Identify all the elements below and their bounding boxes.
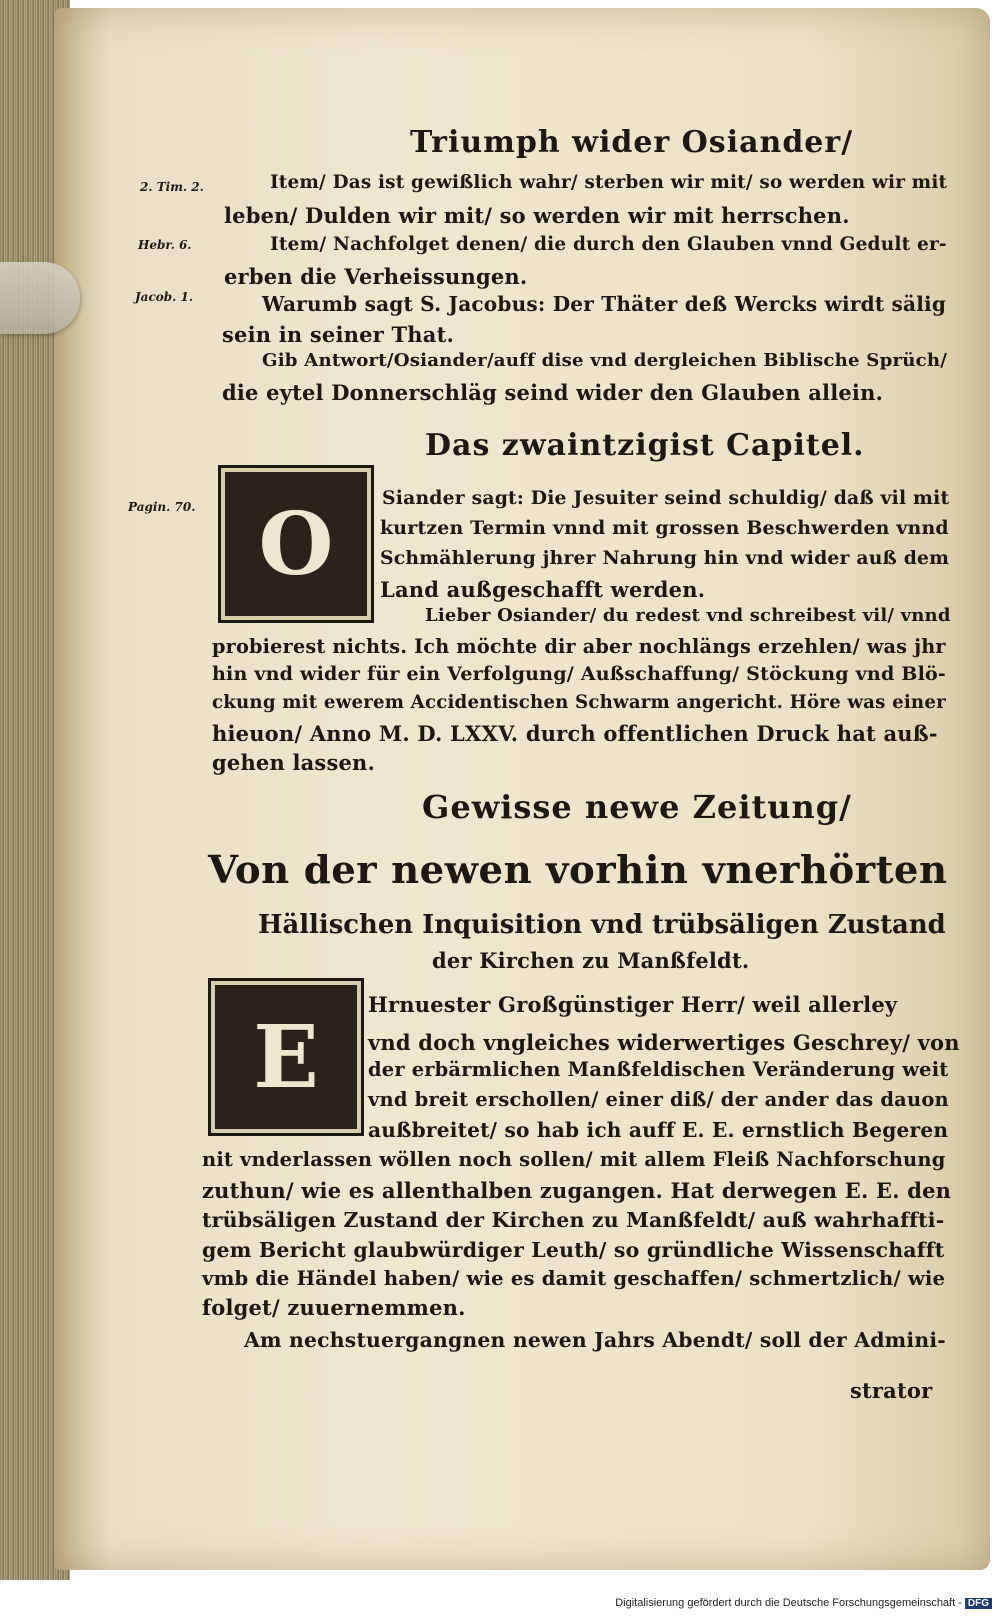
text-line: vnd doch vngleiches widerwertiges Geschrey/ von (368, 1030, 960, 1055)
text-line: ckung mit ewerem Accidentischen Schwarm angericht. Höre was einer (212, 692, 946, 713)
digitization-credit (615, 1597, 992, 1609)
text-line: nit vnderlassen wöllen noch sollen/ mit allem Fleiß Nachforschung (202, 1148, 946, 1171)
text-line: Warumb sagt S. Jacobus: Der Thäter deß Wercks wirdt sälig (262, 292, 947, 316)
margin-note: Hebr. 6. (138, 238, 192, 252)
margin-note: Pagin. 70. (128, 500, 196, 514)
text-line: Am nechstuergangnen newen Jahrs Abendt/ soll der Admini- (244, 1328, 946, 1352)
dfg-logo: DFG (965, 1598, 992, 1609)
text-line: zuthun/ wie es allenthalben zugangen. Hat derwegen E. E. den (202, 1178, 952, 1203)
text-line: trübsäligen Zustand der Kirchen zu Manßfeldt/ auß wahrhaffti- (202, 1208, 945, 1232)
decorated-initial: O (218, 465, 374, 623)
text-line: leben/ Dulden wir mit/ so werden wir mit herrschen. (224, 203, 850, 228)
bookmark-tab (0, 262, 80, 334)
title-line: Hällischen Inquisition vnd trübsäligen Zustand (258, 910, 946, 940)
text-line: hieuon/ Anno M. D. LXXV. durch offentlichen Druck hat auß- (212, 721, 938, 746)
text-line: Hrnuester Großgünstiger Herr/ weil allerley (368, 992, 898, 1017)
text-line: hin vnd wider für ein Verfolgung/ Außschaffung/ Stöckung vnd Blö- (212, 663, 947, 685)
text-line: vmb die Händel haben/ wie es damit geschaffen/ schmertzlich/ wie (202, 1267, 946, 1290)
credit-text: Digitalisierung gefördert durch die Deutsche Forschungsgemeinschaft - (615, 1597, 962, 1609)
text-line: gehen lassen. (212, 750, 376, 775)
text-line: folget/ zuuernemmen. (202, 1295, 466, 1320)
text-line: Land außgeschafft werden. (380, 577, 706, 602)
decorated-initial: E (208, 978, 364, 1136)
text-line: kurtzen Termin vnnd mit grossen Beschwerden vnnd (380, 517, 949, 539)
text-line: Gib Antwort/Osiander/auff dise vnd dergleichen Biblische Sprüch/ (262, 350, 948, 371)
text-line: vnd breit erschollen/ einer diß/ der ander das dauon (368, 1088, 949, 1111)
title-line: der Kirchen zu Manßfeldt. (432, 948, 750, 973)
big-title: Von der newen vorhin vnerhörten (208, 848, 948, 893)
text-line: Siander sagt: Die Jesuiter seind schuldig/ daß vil mit (382, 487, 950, 509)
margin-note: Jacob. 1. (135, 290, 194, 304)
text-line: sein in seiner That. (222, 322, 454, 347)
catchword: strator (850, 1378, 933, 1403)
margin-note: 2. Tim. 2. (140, 180, 204, 194)
text-line: Item/ Das ist gewißlich wahr/ sterben wir mit/ so werden wir mit (270, 172, 948, 193)
text-line: außbreitet/ so hab ich auff E. E. ernstlich Begeren (368, 1118, 949, 1142)
running-head: Triumph wider Osiander/ (410, 125, 854, 160)
text-line: der erbärmlichen Manßfeldischen Veränderung weit (368, 1058, 949, 1081)
text-line: Schmählerung jhrer Nahrung hin vnd wider auß dem (380, 547, 950, 569)
text-line: die eytel Donnerschläg seind wider den Glauben allein. (222, 380, 884, 405)
chapter-title: Das zwaintzigist Capitel. (425, 428, 865, 463)
text-line: Item/ Nachfolget denen/ die durch den Glauben vnnd Gedult er- (270, 234, 947, 255)
text-line: probierest nichts. Ich möchte dir aber nochlängs erzehlen/ was jhr (212, 635, 946, 658)
subtitle: Gewisse newe Zeitung/ (422, 788, 852, 826)
text-line: Lieber Osiander/ du redest vnd schreibest vil/ vnnd (425, 605, 951, 626)
text-line: erben die Verheissungen. (224, 264, 528, 289)
text-line: gem Bericht glaubwürdiger Leuth/ so gründliche Wissenschafft (202, 1238, 945, 1262)
